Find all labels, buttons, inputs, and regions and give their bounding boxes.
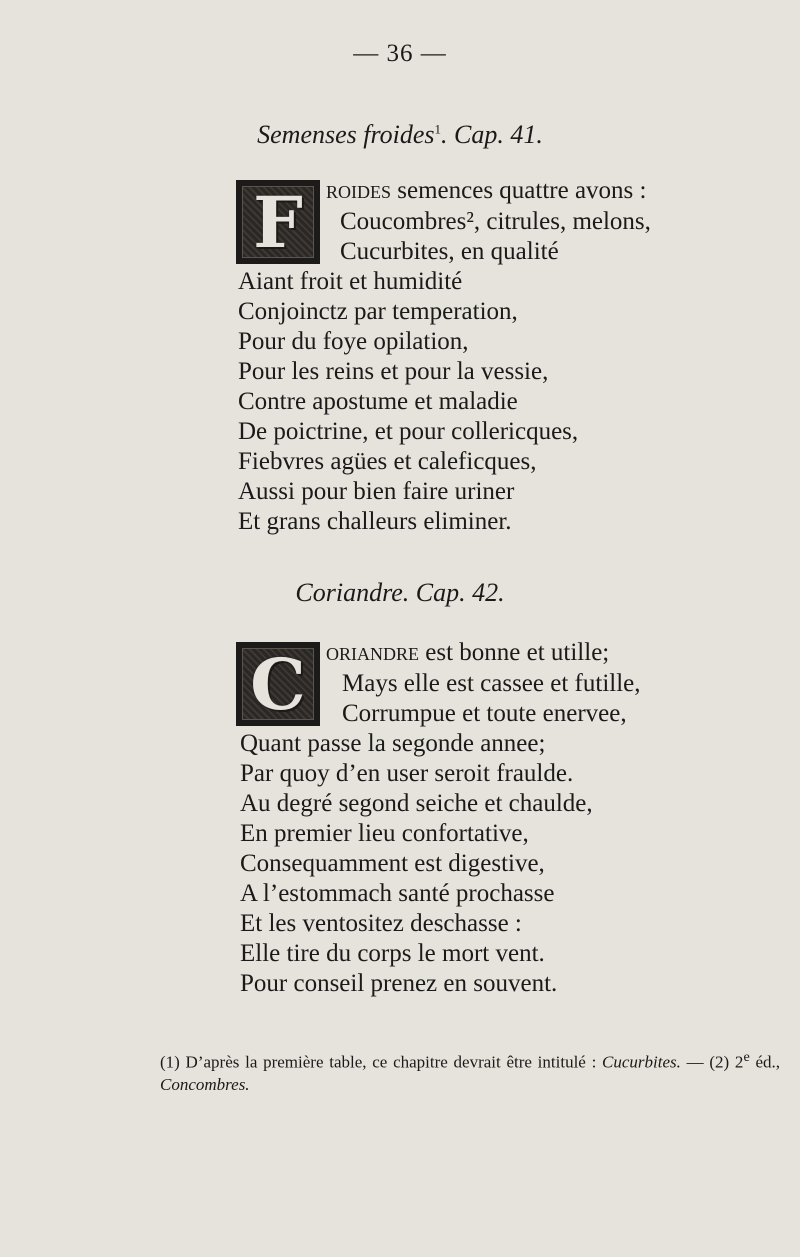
verse-line: Et les ventositez deschasse : — [240, 910, 522, 937]
verse-line: Fiebvres agües et caleficques, — [238, 448, 537, 475]
dropcap-letter: F — [253, 180, 303, 264]
verse-line: Aussi pour bien faire uriner — [238, 478, 515, 505]
verse-line: Corrumpue et toute enervee, — [342, 700, 627, 727]
verse-line: Quant passe la segonde annee; — [240, 730, 546, 757]
verse-line: Coucombres², citrules, melons, — [340, 208, 651, 235]
verse-line: Consequamment est digestive, — [240, 850, 545, 877]
verse-line: Et grans challeurs eliminer. — [238, 508, 512, 535]
verse-line: Cucurbites, en qualité — [340, 238, 559, 265]
dropcap-ornament — [236, 642, 320, 726]
verse-line: De poictrine, et pour collericques, — [238, 418, 579, 445]
page-number: — 36 — — [353, 40, 447, 67]
section-heading-coriandre: Coriandre. Cap. 42. — [295, 578, 505, 607]
verse-line: Mays elle est cassee et futille, — [342, 670, 641, 697]
verse-line: A l’estommach santé prochasse — [240, 880, 555, 907]
verse-line: Pour du foye opilation, — [238, 328, 469, 355]
verse-line: oriandre est bonne et utille; — [326, 639, 610, 666]
verse-line: Pour conseil prenez en souvent. — [240, 970, 558, 997]
verse-line: Elle tire du corps le mort vent. — [240, 940, 545, 967]
dropcap-letter: C — [250, 642, 306, 726]
verse-line: Contre apostume et maladie — [238, 388, 518, 415]
dropcap-ornament — [236, 180, 320, 264]
verse-line: Par quoy d’en user seroit fraulde. — [240, 760, 574, 787]
section-heading-semenses: Semenses froides$^1$. Cap. 41. — [257, 120, 543, 149]
verse-line: En premier lieu confortative, — [240, 820, 529, 847]
verse-line: Au degré segond seiche et chaulde, — [240, 790, 593, 817]
verse-line: roides semences quattre avons : — [326, 177, 647, 204]
footnote: (1) D’après la première table, ce chapitre devrait être intitulé : Cucurbites. — (2) 2e éd., Concombres. — [160, 1049, 781, 1094]
footnote-ref: 1 — [434, 121, 442, 137]
verse-line: Conjoinctz par temperation, — [238, 298, 518, 325]
verse-line: Pour les reins et pour la vessie, — [238, 358, 549, 385]
verse-line: Aiant froit et humidité — [238, 268, 463, 295]
